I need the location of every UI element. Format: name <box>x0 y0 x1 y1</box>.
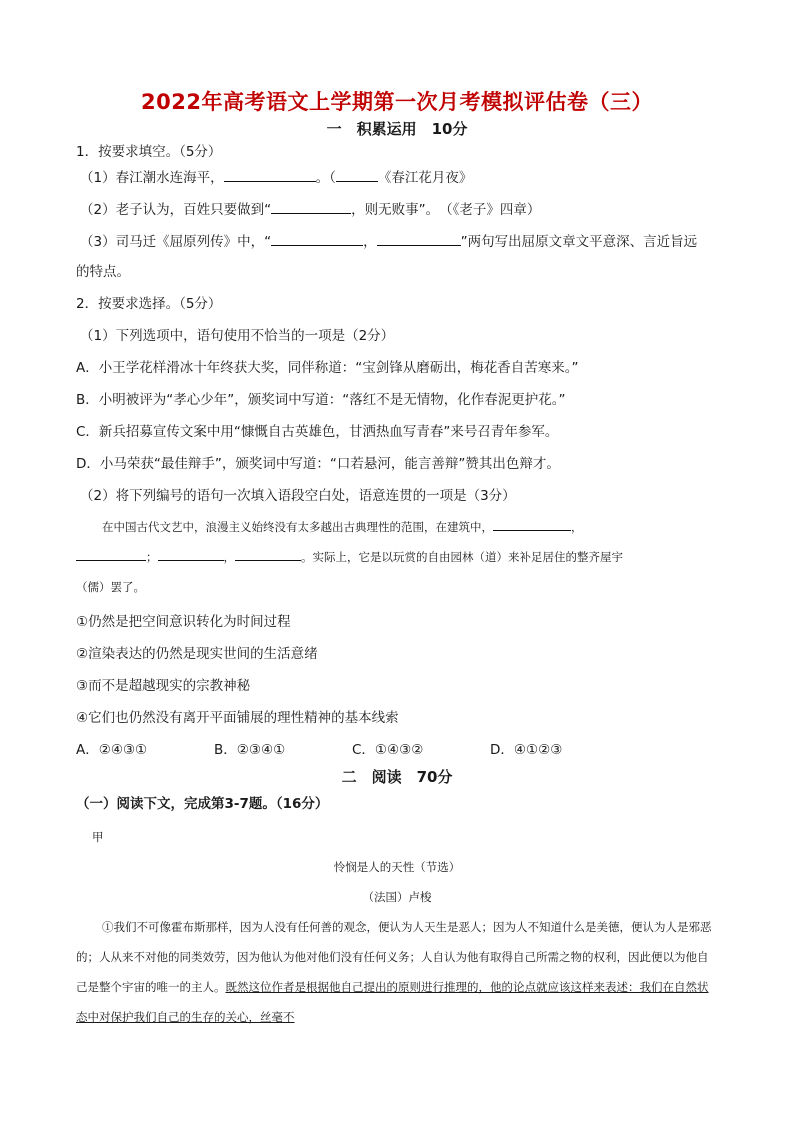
q2-sub1: （1）下列选项中，语句使用不恰当的一项是（2分） <box>80 328 395 344</box>
q1-item1-paren: 。（ <box>315 170 336 186</box>
q1-item1 <box>80 167 730 188</box>
answer-blank[interactable] <box>235 546 301 561</box>
choice-a[interactable]: A．②④③① <box>76 742 148 758</box>
q2-option-a: A．小王学花样滑冰十年终获大奖，同伴称道：“宝剑锋从磨砺出，梅花香自苦寒来。” <box>76 360 579 376</box>
choice-d[interactable]: D．④①②③ <box>490 742 563 758</box>
section-2-heading: 二 阅读 70分 <box>341 768 453 786</box>
q2-passage <box>76 512 718 602</box>
q1-item3-cont: 的特点。 <box>76 264 130 280</box>
q1-item3-text: （3）司马迁《屈原列传》中，“ <box>80 234 272 250</box>
sentence-1: ①仍然是把空间意识转化为时间过程 <box>76 614 291 630</box>
q2-stem: 2．按要求选择。（5分） <box>76 296 222 312</box>
q2-choices <box>76 740 726 760</box>
q2-option-d: D．小马荣获“最佳辩手”，颁奖词中写道：“口若悬河，能言善辩”赞其出色辩才。 <box>76 456 560 472</box>
sentence-3: ③而不是超越现实的宗教神秘 <box>76 678 251 694</box>
answer-blank[interactable] <box>76 546 146 561</box>
choice-c[interactable]: C．①④③② <box>352 742 424 758</box>
answer-blank[interactable] <box>271 231 363 246</box>
article-paragraph-1 <box>76 912 718 1032</box>
passage-text-2: 。实际上，它是以玩赏的自由园林（道）来补足居住的整齐屋宇 <box>301 550 623 564</box>
section-1-heading: 一 积累运用 10分 <box>326 120 468 138</box>
passage-sep-2: ； <box>146 550 158 564</box>
answer-blank[interactable] <box>271 199 351 214</box>
passage-sep-3: ， <box>223 550 235 564</box>
q1-item1-text: （1）春江潮水连海平， <box>80 170 224 186</box>
choice-b[interactable]: B．②③④① <box>214 742 286 758</box>
exam-title: 2022年高考语文上学期第一次月考模拟评估卷（三） <box>141 90 653 114</box>
sentence-2: ②渲染表达的仍然是现实世间的生活意绪 <box>76 646 318 662</box>
para1-underlined: 既然这位作者是根据他自己提出的原则进行推理的，他的论点就应该这样来表述：我们在自然状态中对保护我们自己的生存的关心，丝毫不 <box>76 980 709 1024</box>
q2-option-c: C．新兵招募宣传文案中用“慷慨自古英雄色，甘洒热血写青春”来号召青年参军。 <box>76 424 559 440</box>
q1-item2-text: （2）老子认为，百姓只要做到“ <box>80 202 272 218</box>
article-title: 怜悯是人的天性（节选） <box>333 860 461 874</box>
passage-sep-1: ， <box>571 520 583 534</box>
passage-text-1: 在中国古代文艺中，浪漫主义始终没有太多越出古典理性的范围，在建筑中， <box>102 520 493 534</box>
reading-article <box>76 822 718 1032</box>
para1-text: ①我们不可像霍布斯那样，因为人没有任何善的观念，便认为人天生是恶人；因为人不知道什么是美德，便认为人是邪恶的；人从来不对他的同类效劳，因为他认为他对他们没有任何义务；人自认为他有取得自己所需之物的权利，因此便以为他自己是整个宇宙的唯一的主人。 <box>76 920 712 994</box>
q1-item3 <box>80 231 730 252</box>
answer-blank[interactable] <box>158 546 224 561</box>
text-label-jia: 甲 <box>92 830 104 844</box>
answer-blank[interactable] <box>336 167 378 182</box>
sentence-4: ④它们也仍然没有离开平面铺展的理性精神的基本线索 <box>76 710 399 726</box>
q1-item2-tail: ，则无败事”。 （《老子》四章） <box>351 202 541 218</box>
answer-blank[interactable] <box>493 516 571 531</box>
answer-blank[interactable] <box>224 167 316 182</box>
q1-item3-comma: ， <box>363 234 377 250</box>
q1-item1-source: 《春江花月夜》 <box>377 170 473 186</box>
passage-text-3: （儒）罢了。 <box>76 580 145 594</box>
q2-option-b: B．小明被评为“孝心少年”，颁奖词中写道：“落红不是无情物，化作春泥更护花。” <box>76 392 566 408</box>
answer-blank[interactable] <box>377 231 461 246</box>
reading-part-1: （一）阅读下文，完成第3-7题。（16分） <box>76 796 329 812</box>
q2-sub2: （2）将下列编号的语句一次填入语段空白处，语意连贯的一项是（3分） <box>80 488 516 504</box>
q1-stem: 1．按要求填空。（5分） <box>76 144 222 160</box>
q1-item2 <box>80 199 730 220</box>
article-author: （法国）卢梭 <box>362 890 432 904</box>
q1-item3-tail: ”两句写出屈原文章文平意深、言近旨远 <box>460 234 698 250</box>
